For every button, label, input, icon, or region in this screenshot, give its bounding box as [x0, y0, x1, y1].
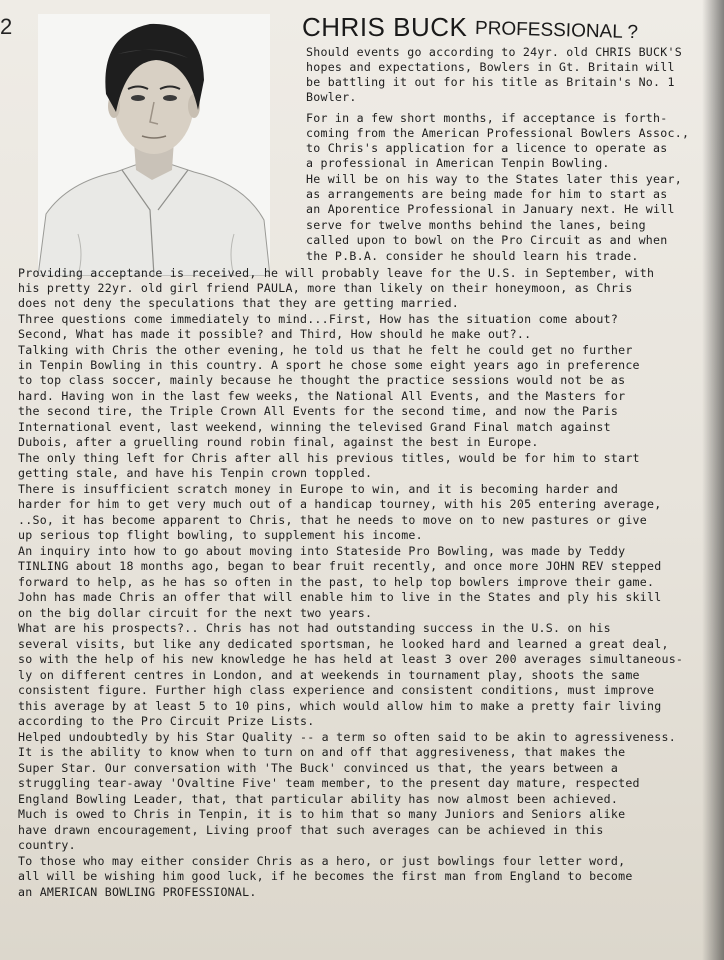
text-line: There is insufficient scratch money in Europe to win, and it is becoming harder and	[18, 482, 619, 496]
text-line: to Chris's application for a licence to operate as	[306, 141, 668, 155]
text-line: the P.B.A. consider he should learn his trade.	[306, 249, 639, 263]
text-line: serve for twelve months behind the lanes, being	[306, 218, 646, 232]
text-line: according to the Pro Circuit Prize Lists.	[18, 714, 315, 728]
text-line: as arrangements are being made for him to start as	[306, 187, 668, 201]
text-line: Dubois, after a gruelling round robin final, against the best in Europe.	[18, 435, 539, 449]
text-line: Three questions come immediately to mind...First, How has the situation come about?	[18, 312, 619, 326]
text-line: An inquiry into how to go about moving into Stateside Pro Bowling, was made by Teddy	[18, 544, 626, 558]
text-line: What are his prospects?.. Chris has not had outstanding success in the U.S. on his	[18, 621, 611, 635]
text-line: to top class soccer, mainly because he thought the practice sessions would not be as	[18, 373, 626, 387]
text-line: harder for him to get very much out of a handicap tourney, with his 205 entering average,	[18, 497, 662, 511]
text-line: Super Star. Our conversation with 'The Buck' convinced us that, the years between a	[18, 761, 619, 775]
text-line: the second tire, the Triple Crown All Events for the second time, and now the Paris	[18, 404, 619, 418]
text-line: a professional in American Tenpin Bowling.	[306, 156, 610, 170]
text-line: an Aporentice Professional in January next. He will	[306, 202, 675, 216]
page-edge-shadow	[702, 0, 724, 960]
text-line: ly on different centres in London, and at weekends in tournament play, shoots the same	[18, 668, 640, 682]
text-line: Providing acceptance is received, he will probably leave for the U.S. in September, with	[18, 266, 655, 280]
portrait-photo-icon	[38, 14, 270, 276]
text-line: all will be wishing him good luck, if he becomes the first man from England to become	[18, 869, 633, 883]
text-line: his pretty 22yr. old girl friend PAULA, more than likely on their honeymoon, as Chris	[18, 281, 633, 295]
text-line: so with the help of his new knowledge he has held at least 3 over 200 averages simultaneous-	[18, 652, 684, 666]
text-line: International event, last weekend, winning the televised Grand Final match against	[18, 420, 611, 434]
article-subtitle: PROFESSIONAL ?	[475, 17, 639, 44]
text-line: He will be on his way to the States later this year,	[306, 172, 682, 186]
text-line: up serious top flight bowling, to supplement his income.	[18, 528, 423, 542]
text-line: Helped undoubtedly by his Star Quality -- a term so often said to be akin to agressiveness.	[18, 730, 676, 744]
text-line: hard. Having won in the last few weeks, the National All Events, and the Masters for	[18, 389, 626, 403]
text-line: this average by at least 5 to 10 pins, which would allow him to make a pretty fair living	[18, 699, 662, 713]
article-title: CHRIS BUCK	[302, 12, 468, 42]
text-line: For in a few short months, if acceptance is forth-	[306, 111, 668, 125]
text-line: To those who may either consider Chris as a hero, or just bowlings four letter word,	[18, 854, 626, 868]
text-line: an AMERICAN BOWLING PROFESSIONAL.	[18, 885, 257, 899]
text-line: consistent figure. Further high class experience and consistent conditions, must improve	[18, 683, 655, 697]
text-line: hopes and expectations, Bowlers in Gt. Britain will	[306, 60, 675, 74]
text-line: does not deny the speculations that they are getting married.	[18, 296, 460, 310]
page-number: 2	[0, 14, 13, 39]
text-line: several visits, but like any dedicated sportsman, he looked hard and learned a great deal,	[18, 637, 669, 651]
text-line: Much is owed to Chris in Tenpin, it is to him that so many Juniors and Seniors alike	[18, 807, 626, 821]
text-line: Talking with Chris the other evening, he told us that he felt he could get no further	[18, 343, 633, 357]
text-line: England Bowling Leader, that, that particular ability has now almost been achieved.	[18, 792, 619, 806]
text-line: have drawn encouragement, Living proof that such averages can be achieved in this	[18, 823, 604, 837]
text-line: in Tenpin Bowling in this country. A sport he chose some eight years ago in preference	[18, 358, 640, 372]
text-line: ..So, it has become apparent to Chris, that he needs to move on to new pastures or give	[18, 513, 648, 527]
text-line: Bowler.	[306, 90, 357, 104]
text-line: Should events go according to 24yr. old CHRIS BUCK'S	[306, 45, 682, 59]
text-line: called upon to bowl on the Pro Circuit as and when	[306, 233, 668, 247]
text-line: getting stale, and have his Tenpin crown toppled.	[18, 466, 373, 480]
text-line: Second, What has made it possible? and Third, How should he make out?..	[18, 327, 532, 341]
text-line: The only thing left for Chris after all his previous titles, would be for him to start	[18, 451, 640, 465]
text-line: It is the ability to know when to turn on and off that aggresiveness, that makes the	[18, 745, 626, 759]
text-line: struggling tear-away 'Ovaltine Five' team member, to the present day mature, respected	[18, 776, 640, 790]
text-line: on the big dollar circuit for the next two years.	[18, 606, 373, 620]
text-line: John has made Chris an offer that will enable him to live in the States and ply his skill	[18, 590, 662, 604]
text-line: forward to help, as he has so often in the past, to help top bowlers improve their game.	[18, 575, 655, 589]
text-line: be battling it out for his title as Britain's No. 1	[306, 75, 675, 89]
text-line: country.	[18, 838, 76, 852]
article-heading	[302, 12, 722, 43]
text-line: coming from the American Professional Bowlers Assoc.,	[306, 126, 690, 140]
text-line: TINLING about 18 months ago, began to bear fruit recently, and once more JOHN REV stepped	[18, 559, 662, 573]
